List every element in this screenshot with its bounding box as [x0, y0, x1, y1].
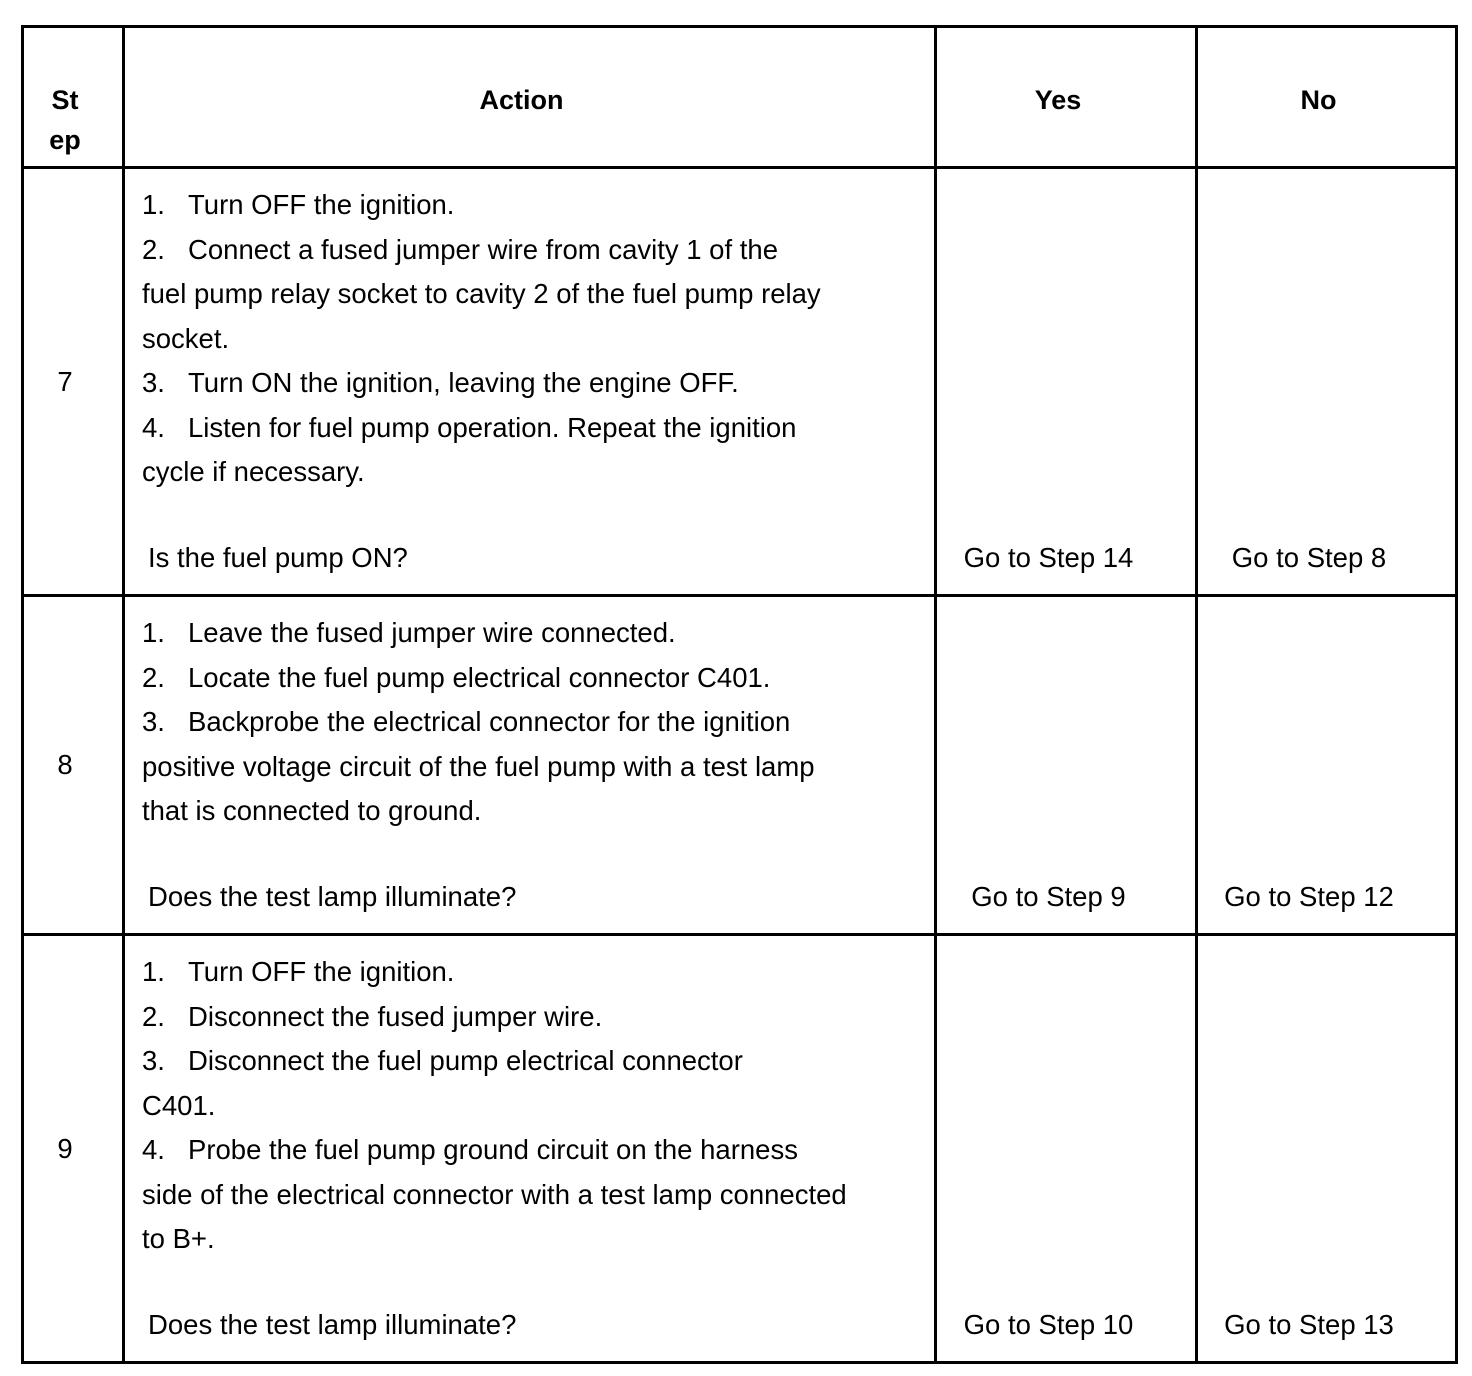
- item-text: Probe the fuel pump ground circuit on the harness: [188, 1134, 798, 1165]
- header-yes: Yes: [937, 28, 1198, 169]
- no-cell: [1198, 597, 1458, 936]
- action-line: [142, 183, 934, 228]
- question: Does the test lamp illuminate?: [148, 880, 517, 912]
- item-text: Backprobe the electrical connector for the ignition: [188, 706, 791, 737]
- item-number: 2.: [142, 1000, 165, 1032]
- action-line: [142, 700, 934, 745]
- item-text: Locate the fuel pump electrical connector C401.: [188, 661, 771, 693]
- yes-result: Go to Step 9: [971, 880, 1126, 912]
- question: Is the fuel pump ON?: [148, 541, 408, 573]
- header-step-line: ep: [49, 125, 81, 155]
- item-text: Disconnect the fused jumper wire.: [188, 1000, 603, 1032]
- action-item: [142, 611, 934, 656]
- action-line: that is connected to ground.: [142, 795, 482, 826]
- action-item: [142, 700, 934, 834]
- step-row: [24, 597, 1458, 936]
- no-result: Go to Step 8: [1231, 541, 1387, 573]
- item-text: Connect a fused jumper wire from cavity 1 of the: [188, 233, 778, 265]
- item-text: Disconnect the fuel pump electrical connector: [188, 1045, 743, 1076]
- yes-cell: [937, 597, 1198, 936]
- action-cell: [125, 597, 937, 936]
- item-number: 2.: [142, 233, 165, 265]
- item-number: 2.: [142, 661, 165, 693]
- no-result: Go to Step 13: [1224, 1308, 1394, 1340]
- item-number: 4.: [142, 1134, 165, 1165]
- action-item: [142, 950, 934, 995]
- action-item: [142, 995, 934, 1040]
- action-line: [142, 1128, 934, 1173]
- item-number: 4.: [142, 411, 165, 443]
- item-text: Turn ON the ignition, leaving the engine OFF.: [188, 367, 739, 398]
- action-line: socket.: [142, 322, 230, 354]
- action-item: [142, 183, 934, 228]
- item-number: 3.: [142, 706, 165, 737]
- action-line: [142, 995, 934, 1040]
- step-row: [24, 936, 1458, 1364]
- header-step-line: St: [51, 85, 79, 115]
- header-row: [24, 28, 1458, 169]
- yes-result: Go to Step 14: [963, 541, 1134, 573]
- no-result: Go to Step 12: [1224, 880, 1394, 912]
- no-cell: [1198, 169, 1458, 597]
- item-number: 3.: [142, 367, 165, 398]
- step-number: 7: [24, 169, 125, 597]
- action-item: [142, 406, 934, 495]
- header-no: No: [1198, 28, 1458, 169]
- action-line: side of the electrical connector with a test lamp connected: [142, 1178, 847, 1210]
- header-step: [24, 28, 125, 169]
- diagnostic-steps-table: [21, 25, 1458, 1364]
- item-text: Turn OFF the ignition.: [188, 956, 455, 987]
- item-number: 1.: [142, 189, 165, 220]
- action-line: [142, 361, 934, 406]
- step-number: 8: [24, 597, 125, 936]
- action-item: [142, 656, 934, 701]
- item-text: Listen for fuel pump operation. Repeat the ignition: [188, 411, 797, 443]
- action-item: [142, 228, 934, 362]
- step-row: [24, 169, 1458, 597]
- action-line: to B+.: [142, 1223, 215, 1254]
- item-text: Leave the fused jumper wire connected.: [188, 617, 676, 648]
- action-cell: [125, 936, 937, 1364]
- yes-cell: [937, 169, 1198, 597]
- action-line: [142, 656, 934, 701]
- action-line: [142, 228, 934, 273]
- action-line: fuel pump relay socket to cavity 2 of the fuel pump relay: [142, 278, 821, 309]
- item-number: 1.: [142, 617, 165, 648]
- action-line: [142, 1039, 934, 1084]
- action-cell: [125, 169, 937, 597]
- no-cell: [1198, 936, 1458, 1364]
- action-line: [142, 611, 934, 656]
- action-line: C401.: [142, 1089, 216, 1121]
- action-line: [142, 406, 934, 451]
- action-item: [142, 361, 934, 406]
- item-number: 3.: [142, 1045, 165, 1076]
- yes-result: Go to Step 10: [963, 1308, 1134, 1340]
- action-line: [142, 950, 934, 995]
- question: Does the test lamp illuminate?: [148, 1308, 517, 1340]
- item-number: 1.: [142, 956, 165, 987]
- yes-cell: [937, 936, 1198, 1364]
- action-line: cycle if necessary.: [142, 456, 365, 487]
- header-action: Action: [125, 28, 937, 169]
- action-item: [142, 1128, 934, 1262]
- step-number: 9: [24, 936, 125, 1364]
- action-line: positive voltage circuit of the fuel pump with a test lamp: [142, 750, 815, 782]
- item-text: Turn OFF the ignition.: [188, 189, 455, 220]
- action-item: [142, 1039, 934, 1128]
